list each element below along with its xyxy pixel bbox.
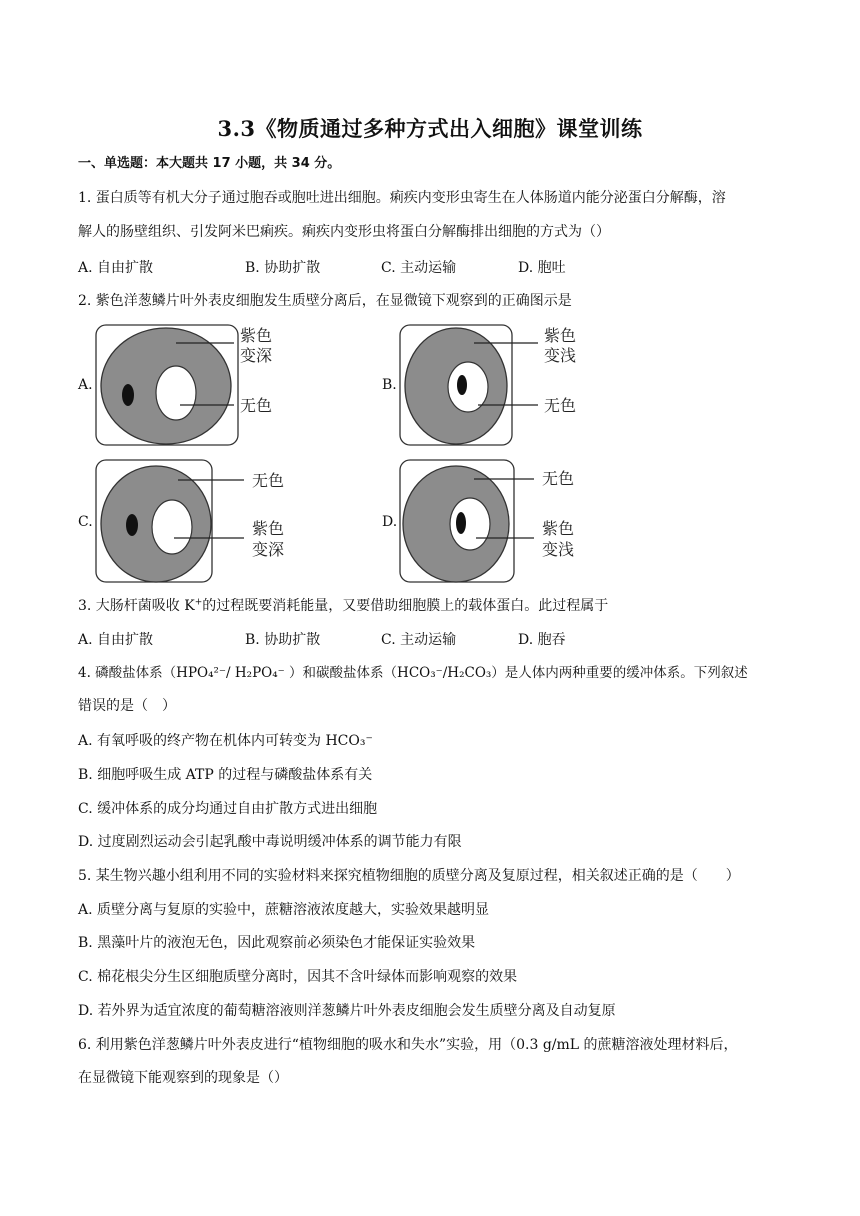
q3-text-pre: 3. 大肠杆菌吸收 K xyxy=(78,598,195,614)
q3-text xyxy=(78,596,608,616)
q1-option-c: C. 主动运输 xyxy=(381,260,457,276)
figure-a-top-label-line1: 紫色 xyxy=(240,326,273,345)
q2-text: 2. 紫色洋葱鳞片叶外表皮细胞发生质壁分离后，在显微镜下观察到的正确图示是 xyxy=(78,293,572,309)
figure-b-top-label-line2: 变浅 xyxy=(544,346,577,365)
q1-option-a: A. 自由扩散 xyxy=(78,260,154,276)
q4-option-a: A. 有氧呼吸的终产物在机体内可转变为 HCO₃⁻ xyxy=(78,733,373,749)
q4-text-line1: 4. 磷酸盐体系（HPO₄²⁻/ H₂PO₄⁻ ）和碳酸盐体系（HCO₃⁻/H₂CO₃）是人体内两种重要的缓冲体系。下列叙述 xyxy=(78,665,748,681)
q3-options xyxy=(78,629,778,649)
q5-option-c: C. 棉花根尖分生区细胞质壁分离时，因其不含叶绿体而影响观察的效果 xyxy=(78,969,518,985)
q1-option-d: D. 胞吐 xyxy=(518,260,566,276)
section-heading: 一、单选题：本大题共 17 小题，共 34 分。 xyxy=(78,156,341,171)
q5-text: 5. 某生物兴趣小组利用不同的实验材料来探究植物细胞的质壁分离及复原过程，相关叙述正确的是（ ） xyxy=(78,868,740,884)
figure-c-top-label: 无色 xyxy=(252,471,285,490)
q2-figure-a-cell-diagram xyxy=(94,323,314,449)
q3-superscript: + xyxy=(194,597,203,608)
q2-figure-a-letter: A. xyxy=(78,377,93,393)
page-title: 3.3《物质通过多种方式出入细胞》课堂训练 xyxy=(217,116,643,141)
q1-options xyxy=(78,257,778,277)
q4-option-c: C. 缓冲体系的成分均通过自由扩散方式进出细胞 xyxy=(78,801,378,817)
q5-option-d: D. 若外界为适宜浓度的葡萄糖溶液则洋葱鳞片叶外表皮细胞会发生质壁分离及自动复原 xyxy=(78,1003,616,1019)
q2-figure-d-cell-diagram xyxy=(398,458,618,586)
figure-d-bottom-label-line1: 紫色 xyxy=(542,519,575,538)
q2-figure-c-letter: C. xyxy=(78,514,93,530)
figure-c-bottom-label-line1: 紫色 xyxy=(252,519,285,538)
figure-d-bottom-label-line2: 变浅 xyxy=(542,540,575,559)
q3-text-post: 的过程既要消耗能量，又要借助细胞膜上的载体蛋白。此过程属于 xyxy=(202,598,609,614)
figure-d-top-label: 无色 xyxy=(542,469,575,488)
figure-a-bottom-label: 无色 xyxy=(240,396,273,415)
q3-option-d: D. 胞吞 xyxy=(518,632,566,648)
figure-b-top-label-line1: 紫色 xyxy=(544,326,577,345)
figure-c-bottom-label-line2: 变深 xyxy=(252,540,285,559)
q1-text-line1: 1. 蛋白质等有机大分子通过胞吞或胞吐进出细胞。痢疾内变形虫寄生在人体肠道内能分泌蛋白分解酶，溶 xyxy=(78,190,726,206)
q4-option-d: D. 过度剧烈运动会引起乳酸中毒说明缓冲体系的调节能力有限 xyxy=(78,834,462,850)
q6-text-line1: 6. 利用紫色洋葱鳞片叶外表皮进行“植物细胞的吸水和失水”实验，用（0.3 g/mL 的蔗糖溶液处理材料后， xyxy=(78,1037,738,1053)
q3-option-b: B. 协助扩散 xyxy=(245,632,321,648)
q2-figure-c-cell-diagram xyxy=(94,458,314,586)
q5-option-a: A. 质壁分离与复原的实验中，蔗糖溶液浓度越大，实验效果越明显 xyxy=(78,902,490,918)
q4-text-line2: 错误的是（ ） xyxy=(78,698,176,714)
q1-text-line2: 解人的肠壁组织、引发阿米巴痢疾。痢疾内变形虫将蛋白分解酶排出细胞的方式为（） xyxy=(78,224,610,240)
q3-option-c: C. 主动运输 xyxy=(381,632,457,648)
q2-figure-b-letter: B. xyxy=(382,377,397,393)
figure-a-top-label-line2: 变深 xyxy=(240,346,273,365)
figure-b-bottom-label: 无色 xyxy=(544,396,577,415)
q3-option-a: A. 自由扩散 xyxy=(78,632,154,648)
q2-figure-b-cell-diagram xyxy=(398,323,618,449)
q1-option-b: B. 协助扩散 xyxy=(245,260,321,276)
q4-option-b: B. 细胞呼吸生成 ATP 的过程与磷酸盐体系有关 xyxy=(78,767,373,783)
q6-text-line2: 在显微镜下能观察到的现象是（） xyxy=(78,1070,288,1086)
q2-figure-d-letter: D. xyxy=(382,514,398,530)
q5-option-b: B. 黑藻叶片的液泡无色，因此观察前必须染色才能保证实验效果 xyxy=(78,935,476,951)
